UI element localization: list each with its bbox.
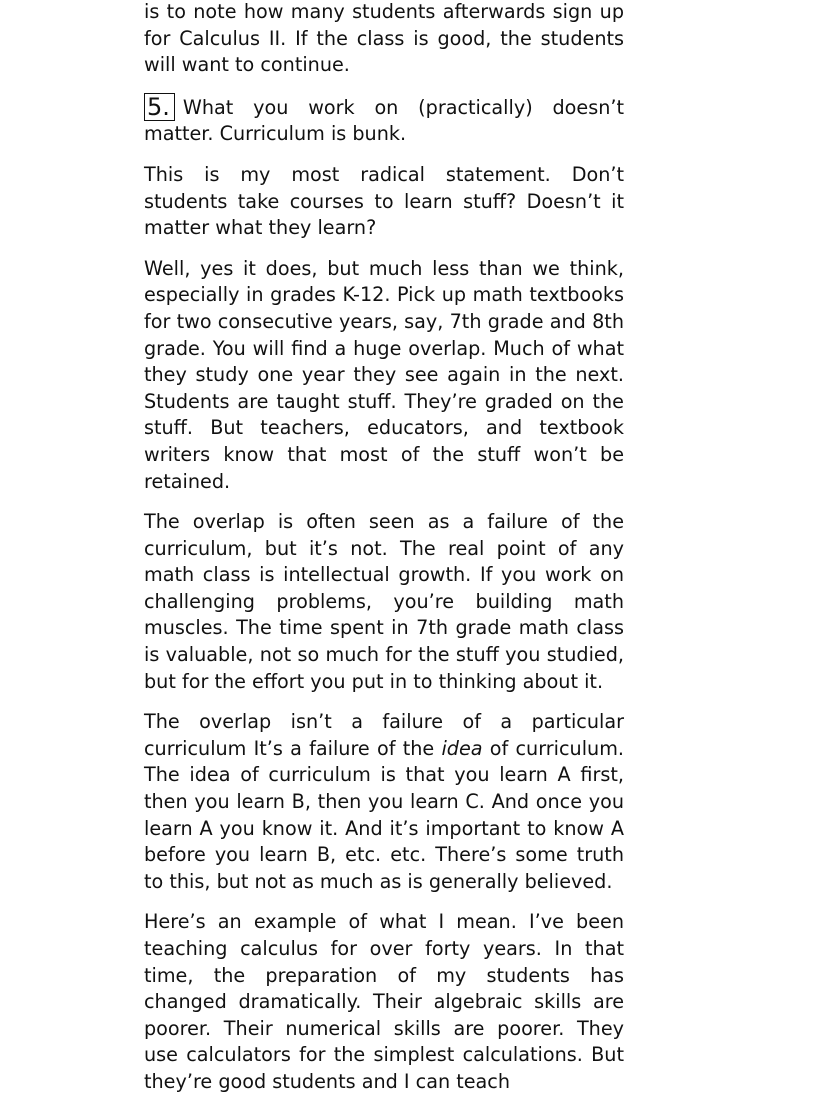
point-statement: What you work on (practically) doesn’t matter. Curriculum is bunk. (144, 95, 624, 146)
paragraph: is to note how many students afterwards sign up for Calculus II. If the class is good, the students will want to continue. (144, 0, 624, 77)
paragraph-text: of curriculum. The idea of curriculum is that you learn A first, then you learn B, then you learn C. And once you learn A you know it. And it’s important to know A before you learn B, etc. etc. There’s some truth to this, but not as much as is generally believed. (144, 736, 624, 893)
paragraph: This is my most radical statement. Don’t students take courses to learn stuff? Doesn’t it matter what they learn? (144, 162, 624, 240)
numbered-point-5 (144, 93, 624, 148)
page-text-column (144, 0, 624, 1110)
paragraph: The overlap is often seen as a failure of the curriculum, but it’s not. The real point of any math class is intellectual growth. If you work on challenging problems, you’re building math muscles. The time spent in 7th grade math class is valuable, not so much for the stuff you studied, but for the effort you put in to thinking about it. (144, 510, 624, 693)
paragraph: Here’s an example of what I mean. I’ve been teaching calculus for over forty years. In that time, the preparation of my students has changed dramatically. Their algebraic skills are poorer. Their numerical skills are poorer. They use calculators for the simplest calculations. But they’re good students and I can teach (144, 910, 624, 1093)
paragraph-text: The overlap isn’t a failure of a particular curriculum It’s a failure of the (144, 710, 624, 760)
emphasized-word: idea (441, 736, 483, 760)
point-number-box: 5. (144, 93, 175, 121)
paragraph: Well, yes it does, but much less than we think, especially in grades K-12. Pick up math textbooks for two consecutive years, say, 7th grade and 8th grade. You will find a huge overlap. Much of what they study one year they see again in the next. Students are taught stuff. They’re graded on the stuff. But teachers, educators, and textbook writers know that most of the stuff won’t be retained. (144, 256, 624, 493)
paragraph (144, 709, 624, 895)
